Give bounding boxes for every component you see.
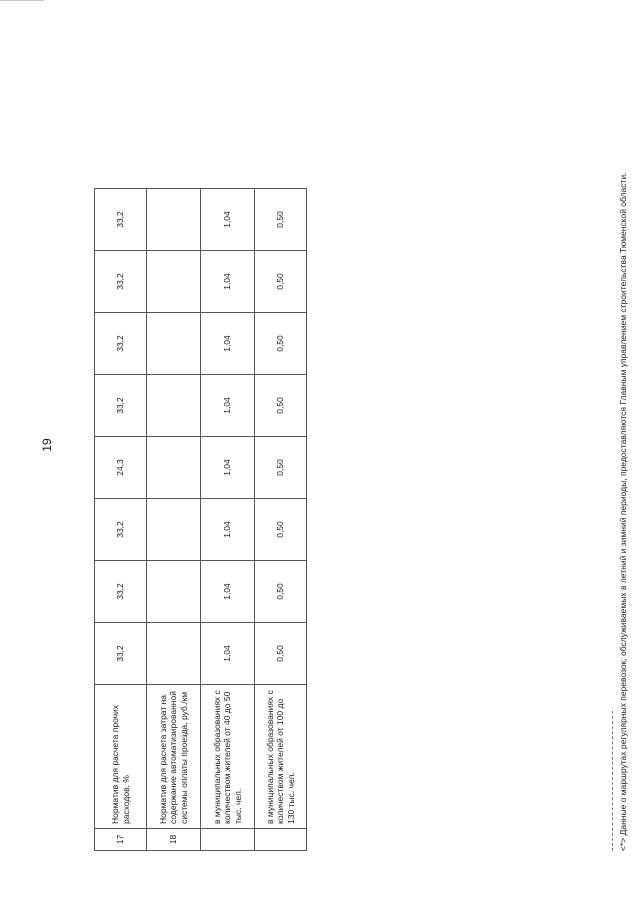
footnote: <*> Данные о маршрутах регулярных перевозок, обслуживаемых в летний и зимний периоды, предоставляются Главным управлением строительства Тюменской области. [618,172,628,851]
row-value: 1,04 [201,437,255,499]
row-value: 0,50 [255,313,307,375]
row-number [255,829,307,851]
row-value: 33,2 [95,375,147,437]
row-value: 0,50 [255,375,307,437]
row-description: в муниципальных образованиях с количеством жителей от 100 до 130 тыс. чел. [255,685,307,829]
row-value: 1,04 [201,499,255,561]
row-value: 24,3 [95,437,147,499]
row-value: 1,04 [201,375,255,437]
row-value [147,251,201,313]
row-value: 1,04 [201,251,255,313]
row-value: 33,2 [95,623,147,685]
footnote-separator [612,711,613,851]
row-value [147,189,201,251]
row-value: 33,2 [95,251,147,313]
page-number: 19 [40,438,54,452]
row-value [147,499,201,561]
row-value: 0,50 [255,189,307,251]
row-value: 1,04 [201,189,255,251]
table-row [255,189,307,851]
row-value [147,623,201,685]
row-value: 33,2 [95,561,147,623]
row-value: 0,50 [255,499,307,561]
row-value: 1,04 [201,561,255,623]
row-value: 33,2 [95,189,147,251]
row-description: Норматив для расчета прочих расходов, % [95,685,147,829]
row-value: 0,50 [255,437,307,499]
row-value [147,437,201,499]
row-value: 1,04 [201,313,255,375]
row-value: 33,2 [95,499,147,561]
row-number [201,829,255,851]
row-description: в муниципальных образованиях с количеством жителей от 40 до 50 тыс. чел. [201,685,255,829]
row-value [147,561,201,623]
row-value: 0,50 [255,561,307,623]
table-row [147,189,201,851]
table-row [201,189,255,851]
row-description: Норматив для расчета затрат на содержание автоматизированной системы оплаты проезда, руб./км [147,685,201,829]
row-number: 17 [95,829,147,851]
table-row [95,189,147,851]
row-value: 0,50 [255,251,307,313]
row-value: 1,04 [201,623,255,685]
norms-table [94,188,307,851]
row-value: 33,2 [95,313,147,375]
row-value [147,375,201,437]
row-value: 0,50 [255,623,307,685]
row-number: 18 [147,829,201,851]
row-value [147,313,201,375]
